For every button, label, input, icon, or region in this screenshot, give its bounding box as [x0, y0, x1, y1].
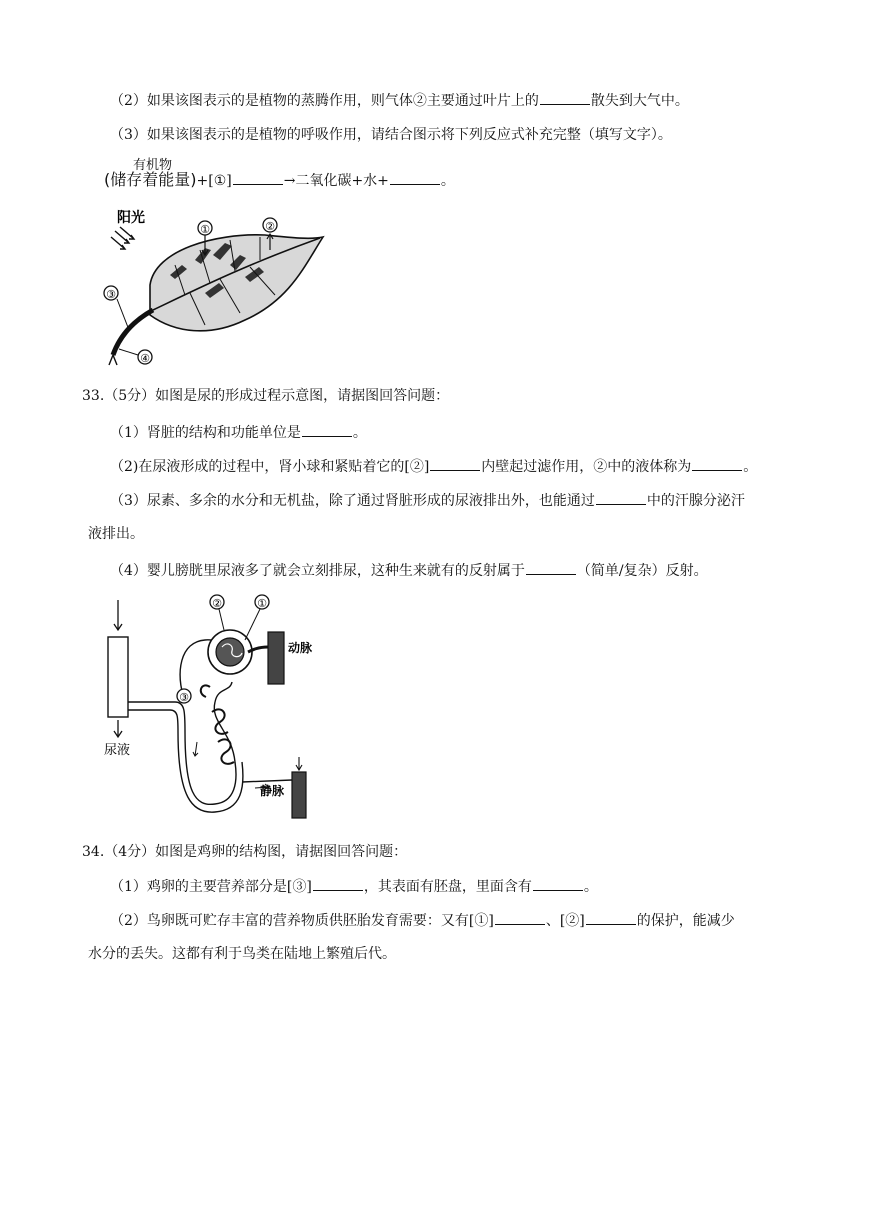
artery-vessel: [268, 632, 284, 684]
vein-vessel: [292, 772, 306, 818]
answer-blank[interactable]: [540, 90, 590, 105]
collecting-duct: [108, 637, 128, 717]
marker-2-label: ②: [265, 220, 275, 233]
loop-segment: [214, 682, 235, 762]
q32-item-2: [110, 90, 689, 111]
answer-blank[interactable]: [596, 490, 646, 505]
q34-item-1-tail: 。: [583, 879, 598, 895]
q33-item-3-text: （3）尿素、多余的水分和无机盐，除了通过肾脏形成的尿液排出外，也能通过: [110, 493, 595, 509]
q33-item-3-cont: 液排出。: [88, 526, 144, 542]
leaf-blade: [150, 235, 323, 331]
urine-label: 尿液: [104, 743, 131, 758]
q32-item-3: [110, 125, 672, 145]
q33-item-4-tail: （简单/复杂）反射。: [576, 563, 708, 579]
sunlight-label: 阳光: [117, 210, 145, 226]
q33-item-1-text: （1）肾脏的结构和功能单位是: [110, 425, 301, 441]
q34-item-1-mid: ，其表面有胚盘，里面含有: [363, 879, 532, 895]
vein-label: 静脉: [260, 784, 285, 798]
q33-item-3: [110, 490, 745, 511]
equation-end: 。: [440, 173, 455, 189]
artery-label: 动脉: [288, 641, 313, 655]
equation-plus: +[①]: [196, 173, 232, 189]
q33-title: 33.（5分）如图是尿的形成过程示意图，请据图回答问题：: [82, 388, 450, 404]
answer-blank[interactable]: [586, 910, 636, 925]
marker-1-label: ①: [200, 223, 210, 236]
q34-title: 34.（4分）如图是鸡卵的结构图，请据图回答问题：: [82, 844, 408, 860]
arrow-down-icon: [114, 720, 122, 737]
q32-item-3-text: （3）如果该图表示的是植物的呼吸作用，请结合图示将下列反应式补充完整（填写文字）。: [110, 127, 672, 143]
q33-item-3-tail: 中的汗腺分泌汗: [646, 493, 745, 509]
q33-item-1: [110, 422, 367, 443]
marker-4-label: ④: [140, 352, 150, 365]
stem-arrows-icon: [109, 355, 117, 365]
q32-equation: [104, 170, 455, 191]
q33-item-2-mid: 内壁起过滤作用，②中的液体称为: [481, 459, 692, 475]
q32-item-2-tail: 散失到大气中。: [590, 93, 689, 109]
glomerulus: [216, 638, 244, 666]
equation-arrow: →二氧化碳+水+: [283, 173, 389, 189]
q33-item-2-text: （2)在尿液形成的过程中，肾小球和紧贴着它的[②]: [110, 459, 430, 475]
leader-line: [245, 609, 260, 640]
q34-item-2-text: （2）鸟卵既可贮存丰富的营养物质供胚胎发育需要：又有[①]: [110, 913, 494, 929]
answer-blank[interactable]: [302, 422, 352, 437]
leader-line: [219, 609, 224, 630]
arrow-down-icon: [114, 600, 122, 630]
marker-1-label: ①: [257, 597, 267, 610]
q33-item-4: [110, 560, 708, 581]
capillary-network: [201, 685, 234, 763]
equation-energy-label: (储存着能量): [104, 170, 197, 189]
q33-item-2-tail: 。: [743, 459, 758, 475]
q34-item-2-sep: 、[②]: [545, 913, 585, 929]
answer-blank[interactable]: [233, 170, 283, 185]
answer-blank[interactable]: [533, 876, 583, 891]
q34-item-2: [110, 910, 735, 931]
nephron-diagram: [100, 592, 340, 824]
leaf-stem: [113, 310, 153, 355]
q33-item-2: [110, 456, 757, 477]
q33-item-4-text: （4）婴儿膀胱里尿液多了就会立刻排尿，这种生来就有的反射属于: [110, 563, 525, 579]
leaf-diagram: [95, 205, 335, 370]
q33-item-1-tail: 。: [352, 425, 367, 441]
answer-blank[interactable]: [495, 910, 545, 925]
arrow-down-icon: [296, 757, 302, 770]
q34-item-1-text: （1）鸡卵的主要营养部分是[③]: [110, 879, 312, 895]
answer-blank[interactable]: [390, 170, 440, 185]
flow-arrow-icon: [193, 742, 198, 756]
renal-tubule: [128, 702, 236, 804]
answer-blank[interactable]: [313, 876, 363, 891]
equation-organic-label: 有机物: [133, 158, 173, 173]
q32-item-2-text: （2）如果该图表示的是植物的蒸腾作用，则气体②主要通过叶片上的: [110, 93, 539, 109]
sun-rays-icon: [111, 227, 134, 249]
leader-line: [117, 299, 129, 330]
marker-2-label: ②: [212, 597, 222, 610]
answer-blank[interactable]: [430, 456, 480, 471]
q34-item-1: [110, 876, 598, 897]
answer-blank[interactable]: [692, 456, 742, 471]
q34-item-2-cont: 水分的丢失。这都有利于鸟类在陆地上繁殖后代。: [88, 946, 396, 962]
q34-item-2-tail: 的保护，能减少: [636, 913, 735, 929]
marker-3-label: ③: [179, 691, 189, 704]
answer-blank[interactable]: [526, 560, 576, 575]
marker-3-label: ③: [106, 288, 116, 301]
leader-line: [119, 349, 138, 355]
